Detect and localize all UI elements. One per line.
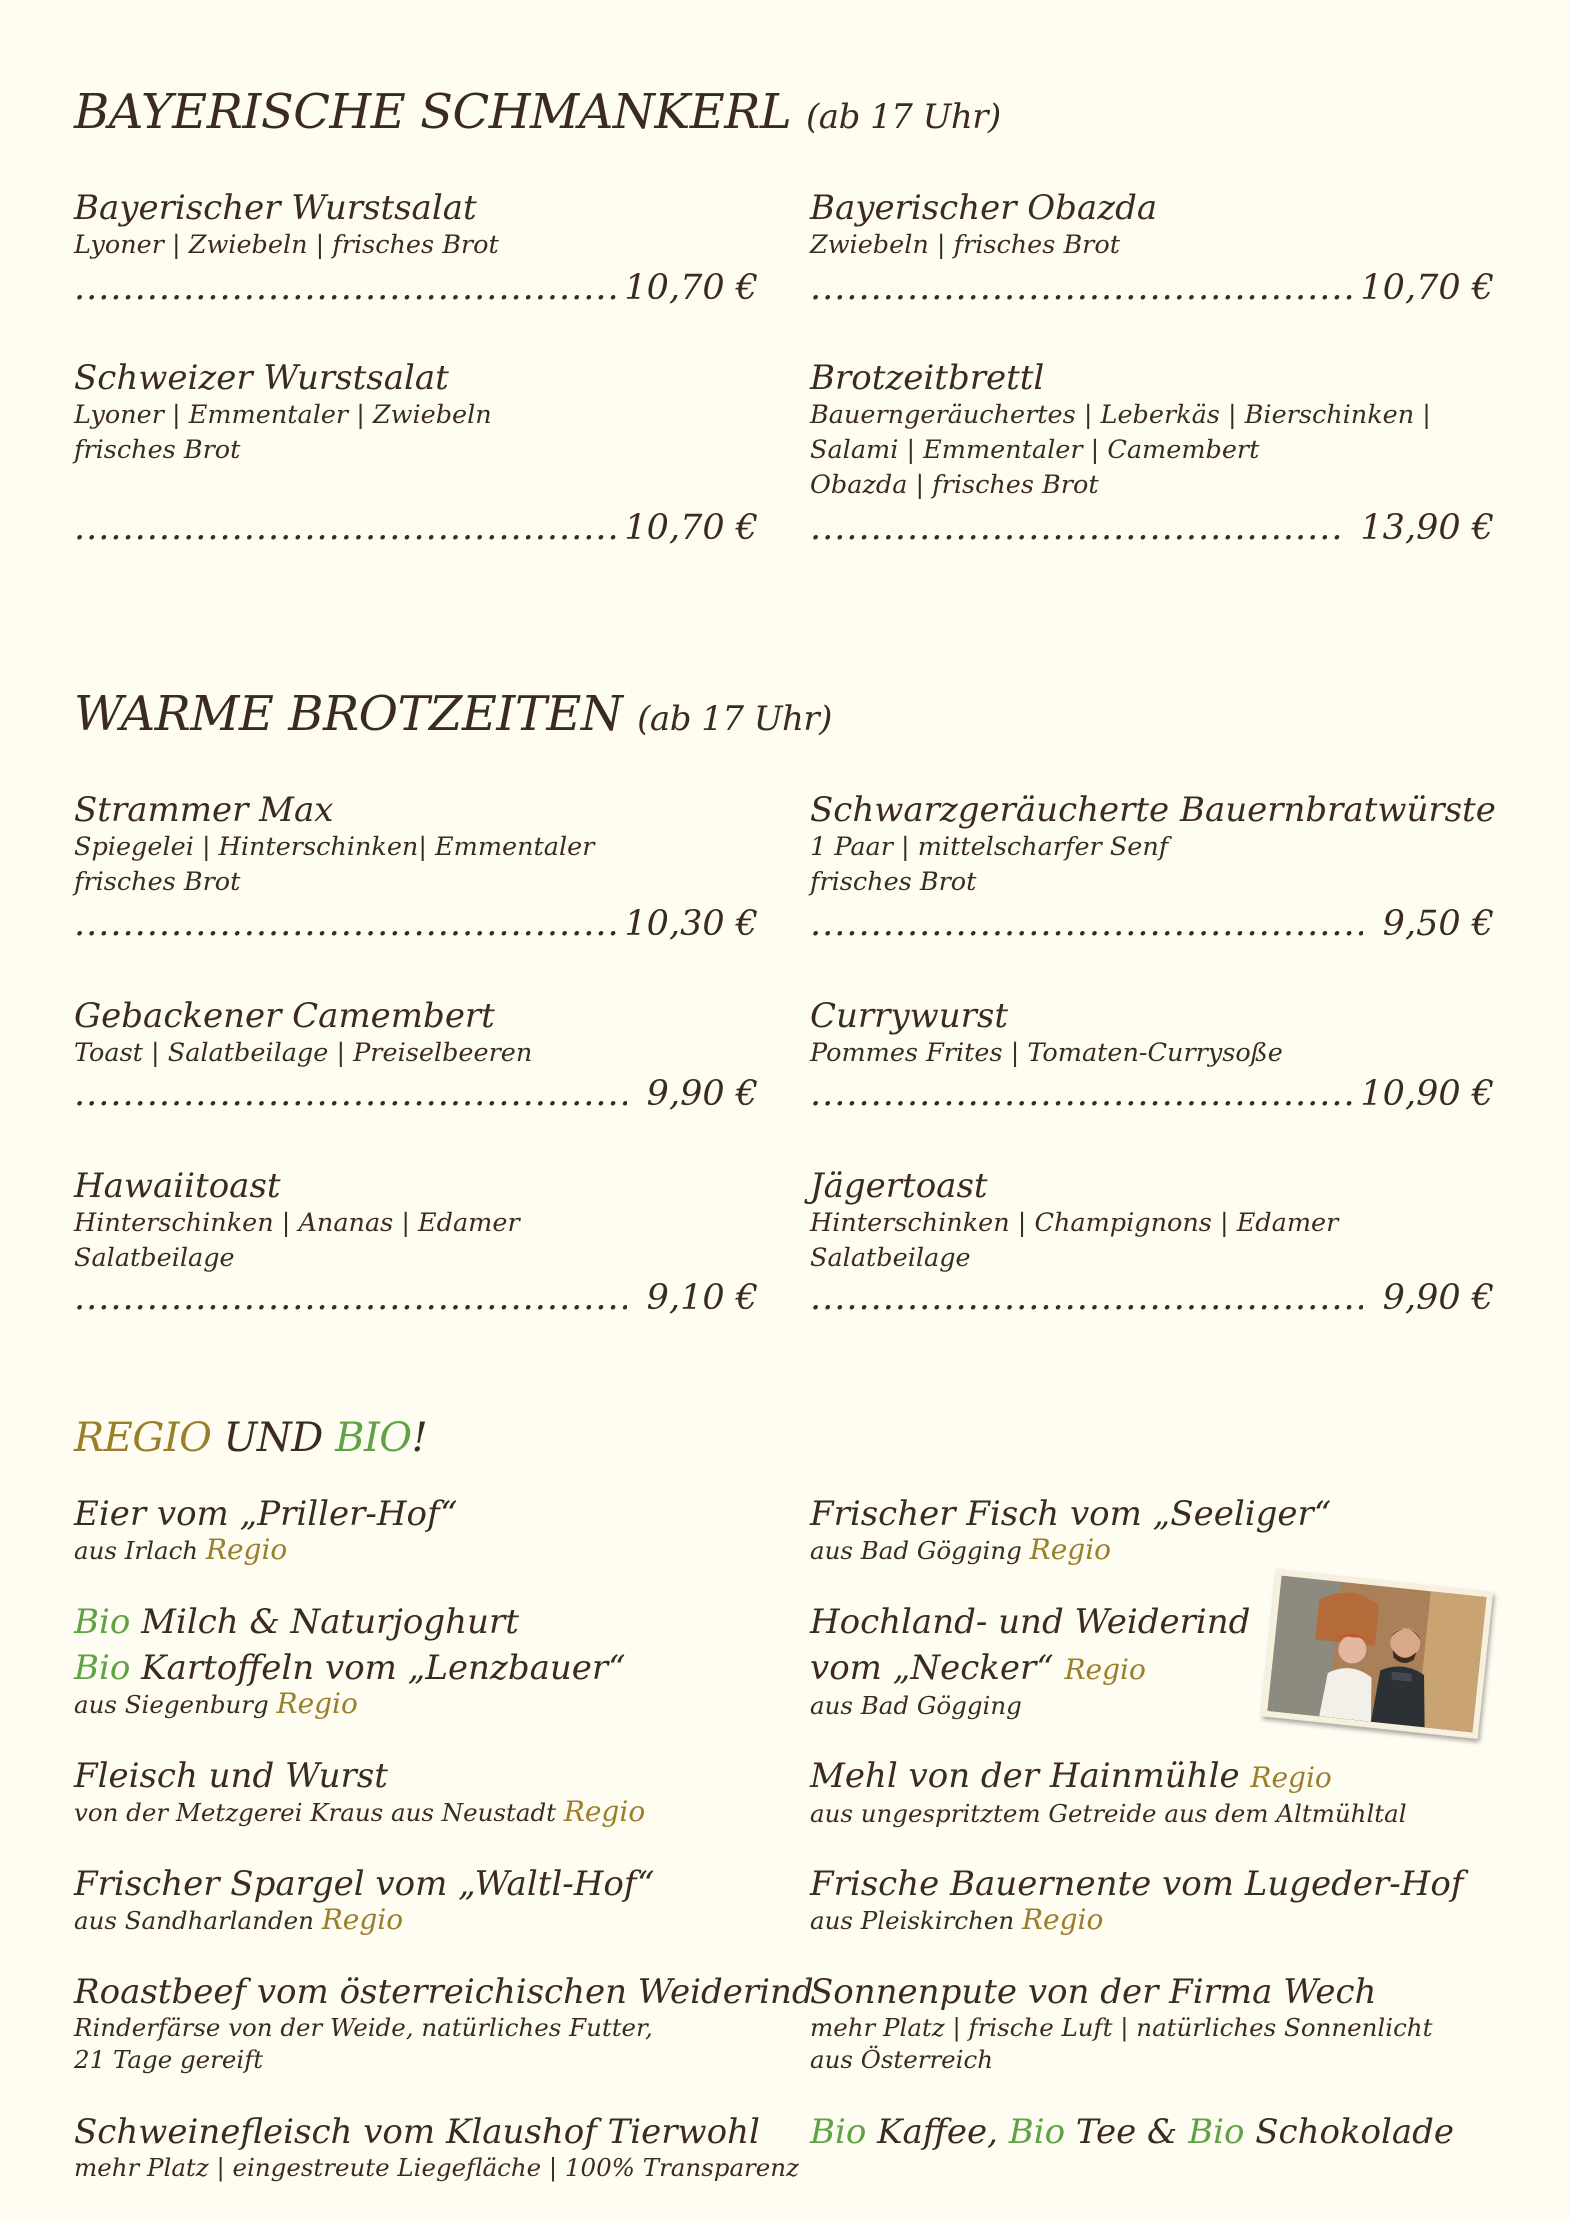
menu-item [810,996,1494,1071]
price-line [810,904,1494,944]
menu-item [810,188,1494,263]
price-line [810,508,1494,548]
regio-item-roastbeef [74,1972,814,2076]
regio-item-pute [810,1972,1530,2076]
menu-item [74,358,758,468]
item-name: Currywurst [810,996,1008,1036]
item-desc: Lyoner | Zwiebeln | frisches Brot [74,230,499,260]
regio-item-mehl [810,1756,1530,1830]
regio-item-name: Frische Bauernente vom Lugeder-Hof [810,1864,1464,1904]
title-bio: BIO [335,1415,412,1461]
regio-label: Regio [276,1687,358,1720]
regio-item-name: Schokolade [1244,2112,1455,2152]
item-name: Jägertoast [810,1166,988,1206]
menu-item [810,358,1494,503]
dot-leader [74,268,618,308]
item-desc: frisches Brot [74,435,241,465]
regio-item-name: Fleisch und Wurst [74,1756,388,1796]
item-price: 9,10 € [646,1278,758,1318]
menu-item [810,1166,1494,1276]
dot-leader [810,904,1363,944]
regio-item-desc: aus Bad Gögging [810,1691,1022,1720]
regio-item-name: Hochland- und Weiderind [810,1602,1251,1642]
item-name: Brotzeitbrettl [810,358,1045,398]
regio-item-name: Kartoffeln vom „Lenzbauer“ [130,1648,626,1688]
regio-item-schwein [74,2112,799,2184]
item-price: 10,70 € [624,268,758,308]
regio-item-spargel [74,1864,774,1937]
regio-label: Regio [1021,1903,1104,1936]
item-desc: Toast | Salatbeilage | Preiselbeeren [74,1038,533,1068]
regio-item-milch-kartoffeln [74,1602,774,1721]
item-desc: Salami | Emmentaler | Camembert [810,435,1260,465]
menu-item [74,790,758,900]
regio-item-desc: aus Österreich [810,2045,994,2074]
regio-item-desc: mehr Platz | eingestreute Liegefläche | 100% Transparenz [74,2153,799,2182]
item-desc: Obazda | frisches Brot [810,470,1099,500]
regio-item-name: Tee & [1065,2112,1189,2152]
price-line [810,1074,1494,1114]
chefs-photo [1261,1569,1493,1739]
dot-leader [810,268,1354,308]
regio-item-desc: mehr Platz | frische Luft | natürliches Sonnenlicht [810,2013,1433,2042]
regio-item-name: vom „Necker“ [810,1648,1054,1688]
regio-item-name: Frischer Spargel vom „Waltl-Hof“ [74,1864,655,1904]
regio-item-desc: aus Irlach [74,1536,199,1565]
regio-item-desc: Rinderfärse von der Weide, natürliches Futter, [74,2013,653,2042]
item-name: Bayerischer Wurstsalat [74,188,477,228]
item-desc: Lyoner | Emmentaler | Zwiebeln [74,400,492,430]
menu-item [810,790,1494,900]
dot-leader [74,508,618,548]
section-title-text: WARME BROTZEITEN [74,686,623,742]
price-line [74,1278,758,1318]
regio-item-hochland [810,1602,1260,1722]
regio-item-name: Mehl von der Hainmühle [810,1756,1240,1796]
regio-item-desc: aus Siegenburg [74,1690,269,1719]
item-desc: Salatbeilage [810,1243,971,1273]
regio-label: Regio [1064,1653,1146,1686]
regio-item-ente [810,1864,1530,1937]
menu-item [74,1166,758,1276]
section-subtitle: (ab 17 Uhr) [806,97,1001,137]
item-name: Schwarzgeräucherte Bauernbratwürste [810,790,1496,830]
dot-leader [74,1074,627,1114]
regio-item-fleisch [74,1756,774,1829]
section-title-regio-bio [74,1415,428,1461]
regio-item-desc: aus Sandharlanden [74,1906,314,1935]
item-desc: Zwiebeln | frisches Brot [810,230,1120,260]
regio-item-name: Milch & Naturjoghurt [130,1602,519,1642]
regio-item-desc: aus Bad Gögging [810,1536,1022,1565]
bio-label: Bio [810,2112,867,2152]
bio-label: Bio [74,1602,131,1642]
section-title-warm [74,686,832,742]
dot-leader [810,1278,1363,1318]
item-desc: frisches Brot [74,867,241,897]
section-title-text: BAYERISCHE SCHMANKERL [74,84,792,140]
price-line [810,1278,1494,1318]
regio-item-name: Sonnenpute von der Firma Wech [810,1972,1377,2012]
item-price: 13,90 € [1360,508,1494,548]
regio-item-desc: aus Pleiskirchen [810,1906,1015,1935]
section-title-schmankerl [74,84,1001,140]
bio-label: Bio [74,1648,131,1688]
dot-leader [810,1074,1354,1114]
price-line [74,268,758,308]
regio-item-fisch [810,1494,1510,1567]
item-name: Bayerischer Obazda [810,188,1158,228]
regio-label: Regio [563,1795,646,1828]
title-excl: ! [411,1415,428,1461]
item-name: Hawaiitoast [74,1166,281,1206]
dot-leader [810,508,1340,548]
item-price: 9,50 € [1382,904,1494,944]
bio-label: Bio [1008,2112,1066,2152]
regio-item-name: Schweinefleisch vom Klaushof Tierwohl [74,2112,760,2152]
item-desc: Salatbeilage [74,1243,235,1273]
regio-item-name: Roastbeef vom österreichischen Weiderind [74,1972,814,2012]
item-price: 9,90 € [646,1074,758,1114]
item-name: Gebackener Camembert [74,996,495,1036]
regio-item-name: Frischer Fisch vom „Seeliger“ [810,1494,1332,1534]
item-name: Strammer Max [74,790,334,830]
item-price: 10,70 € [1360,268,1494,308]
bio-label: Bio [1188,2112,1245,2152]
price-line [74,1074,758,1114]
regio-item-name: Eier vom „Priller-Hof“ [74,1494,458,1534]
title-regio: REGIO [74,1415,212,1461]
regio-item-eier [74,1494,774,1567]
item-desc: Spiegelei | Hinterschinken| Emmentaler [74,832,595,862]
item-price: 10,30 € [624,904,758,944]
price-line [810,268,1494,308]
regio-item-desc: aus ungespritztem Getreide aus dem Altmühltal [810,1799,1407,1828]
item-desc: Pommes Frites | Tomaten-Currysoße [810,1038,1283,1068]
dot-leader [74,1278,627,1318]
item-name: Schweizer Wurstsalat [74,358,449,398]
menu-item [74,188,758,263]
item-desc: Hinterschinken | Champignons | Edamer [810,1208,1339,1238]
chefs-illustration-icon [1267,1576,1486,1733]
regio-label: Regio [321,1903,404,1936]
item-desc: Hinterschinken | Ananas | Edamer [74,1208,520,1238]
item-price: 10,70 € [624,508,758,548]
regio-item-kaffee [810,2112,1530,2152]
regio-label: Regio [1029,1533,1112,1566]
regio-item-desc: 21 Tage gereift [74,2045,264,2074]
section-subtitle: (ab 17 Uhr) [637,699,832,739]
item-desc: frisches Brot [810,867,977,897]
item-desc: 1 Paar | mittelscharfer Senf [810,832,1169,862]
title-und: UND [211,1415,336,1461]
item-desc: Bauerngeräuchertes | Leberkäs | Bierschinken | [810,400,1431,430]
regio-item-desc: von der Metzgerei Kraus aus Neustadt [74,1798,556,1827]
photo-image [1267,1576,1486,1733]
price-line [74,904,758,944]
item-price: 10,90 € [1360,1074,1494,1114]
dot-leader [74,904,618,944]
regio-item-name: Kaffee, [866,2112,1009,2152]
regio-label: Regio [205,1533,288,1566]
item-price: 9,90 € [1382,1278,1494,1318]
menu-item [74,996,758,1071]
price-line [74,508,758,548]
regio-label: Regio [1250,1761,1332,1794]
